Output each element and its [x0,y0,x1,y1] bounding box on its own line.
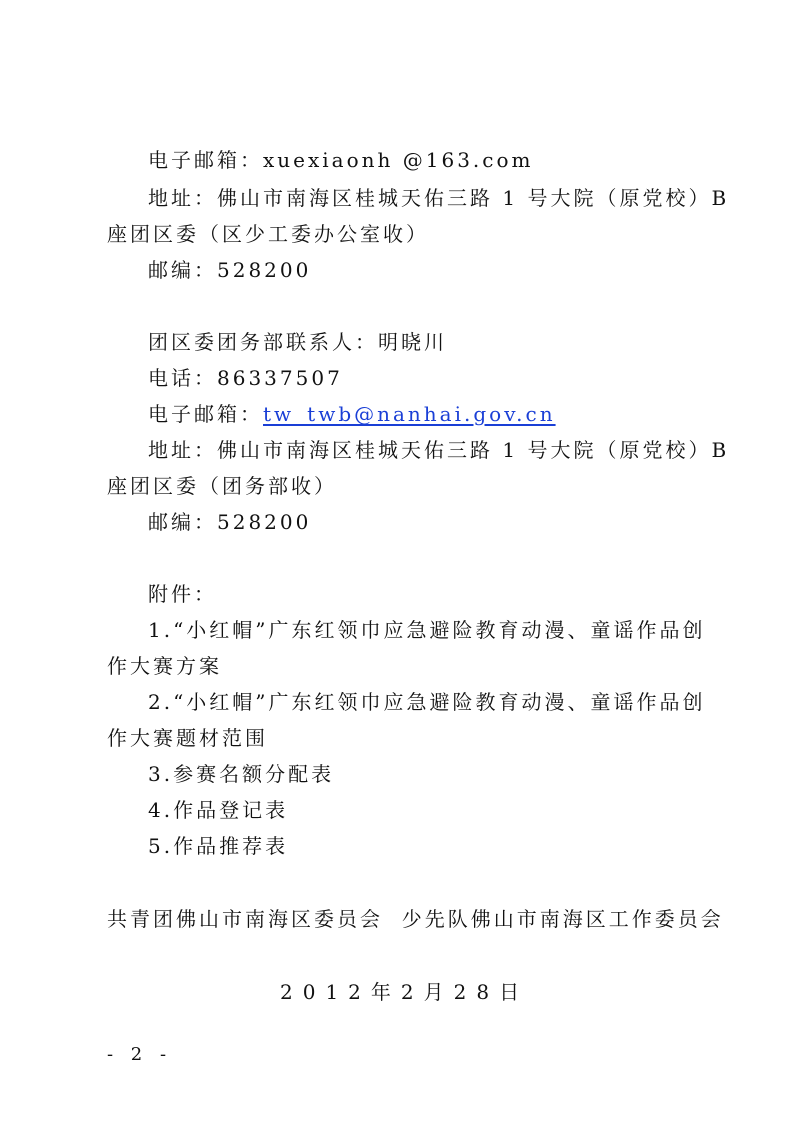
email-line-a [148,142,534,178]
attachment-item-2a: 2.“小红帽”广东红领巾应急避险教育动漫、童谣作品创 [148,690,706,714]
attachment-item-4: 4.作品登记表 [148,798,289,822]
signature-line: 共青团佛山市南海区委员会 少先队佛山市南海区工作委员会 [107,907,724,931]
email-label-a: 电子邮箱： [148,148,263,172]
page-number: - 2 - [107,1044,173,1065]
phone-line: 电话：86337507 [148,366,343,390]
contact-person: 团区委团务部联系人：明晓川 [148,330,447,354]
attachment-item-5: 5.作品推荐表 [148,834,289,858]
attachment-item-1b: 作大赛方案 [107,654,222,678]
postcode-a: 邮编：528200 [148,258,312,282]
email-value-a: xuexiaonh @163.com [263,148,534,172]
email-line-b [148,396,556,432]
address-line-b2: 座团区委（团务部收） [107,474,337,498]
attachment-item-1a: 1.“小红帽”广东红领巾应急避险教育动漫、童谣作品创 [148,618,706,642]
postcode-b: 邮编：528200 [148,510,312,534]
email-label-b: 电子邮箱： [148,402,263,426]
address-line-b1: 地址：佛山市南海区桂城天佑三路 1 号大院（原党校）B [148,438,730,462]
address-line-a2: 座团区委（区少工委办公室收） [107,222,429,246]
address-line-a1: 地址：佛山市南海区桂城天佑三路 1 号大院（原党校）B [148,186,730,210]
attachment-item-2b: 作大赛题材范围 [107,726,268,750]
attachments-heading: 附件： [148,582,217,606]
attachment-item-3: 3.参赛名额分配表 [148,762,335,786]
email-link-b[interactable]: tw_twb@nanhai.gov.cn [263,402,556,426]
issue-date: 2012年2月28日 [280,980,530,1004]
